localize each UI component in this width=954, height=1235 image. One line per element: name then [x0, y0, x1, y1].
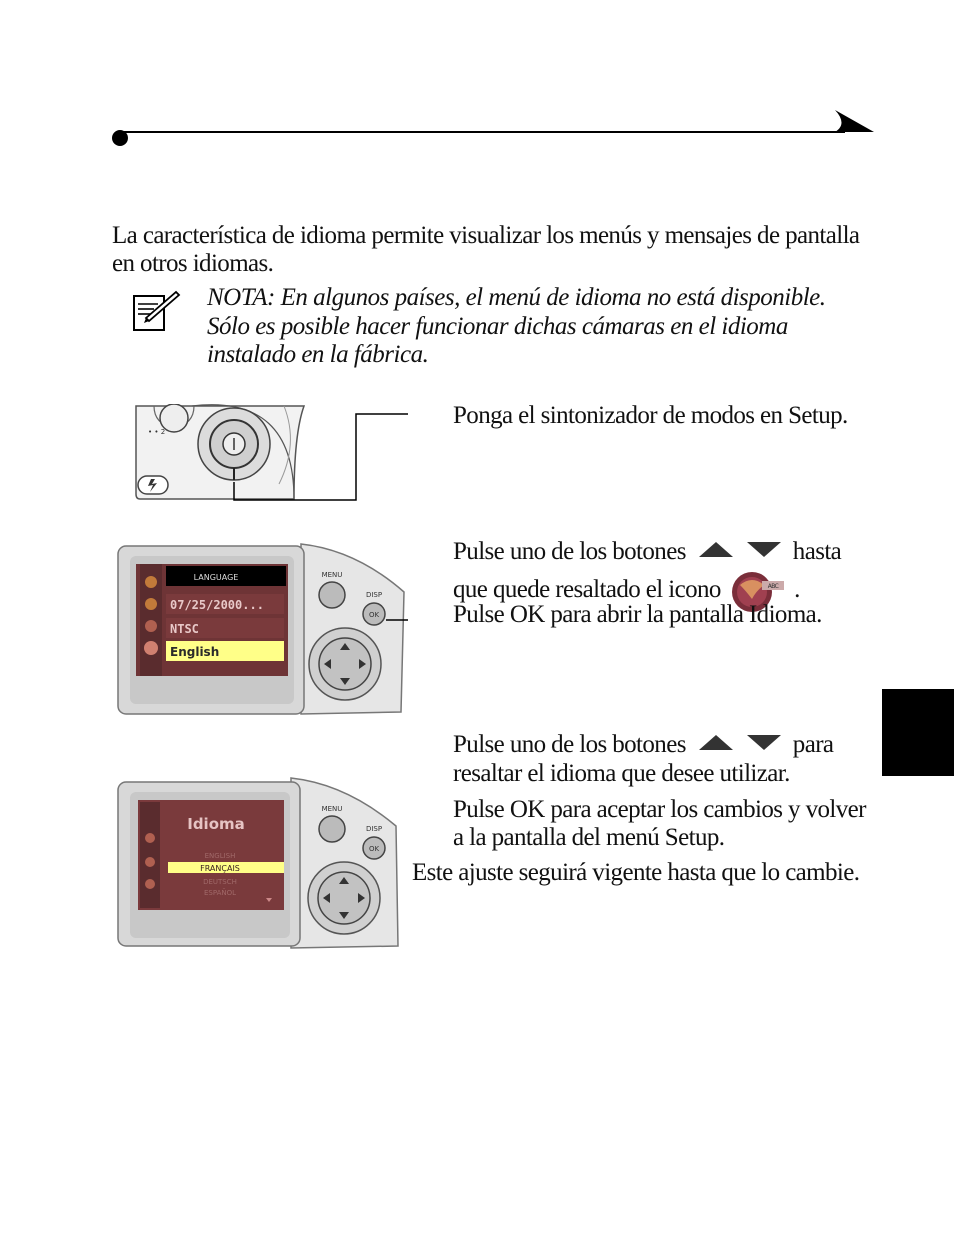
svg-text:NTSC: NTSC — [170, 622, 199, 636]
intro-line-1: La característica de idioma permite visualizar los menús y mensajes de pantalla — [112, 222, 860, 249]
step3-line-5: Este ajuste seguirá vigente hasta que lo cambie. — [412, 859, 860, 886]
step2-line-2: que quede resaltado el icono ABC . — [453, 569, 841, 601]
svg-text:DEUTSCH: DEUTSCH — [203, 878, 237, 886]
header-rule — [110, 108, 876, 152]
svg-text:OK: OK — [368, 845, 380, 853]
camera-language-menu-illustration — [116, 776, 406, 952]
intro-line-2: en otros idiomas. — [112, 250, 274, 277]
note-line-3: instalado en la fábrica. — [207, 341, 429, 368]
chapter-tab — [882, 689, 954, 776]
svg-text:OK: OK — [368, 611, 380, 619]
step2-text — [453, 538, 841, 629]
step2-line-1: Pulse uno de los botones hasta — [453, 538, 842, 565]
step3-line-1: Pulse uno de los botones para — [453, 731, 834, 758]
step1-text: Ponga el sintonizador de modos en Setup. — [453, 402, 848, 429]
step2-line-3: Pulse OK para abrir la pantalla Idioma. — [453, 601, 822, 628]
step3-line-2: resaltar el idioma que desee utilizar. — [453, 760, 790, 787]
svg-text:FRANÇAIS: FRANÇAIS — [200, 864, 240, 873]
down-arrow-button-icon — [747, 542, 781, 557]
svg-text:ENGLISH: ENGLISH — [204, 852, 236, 860]
svg-text:DISP: DISP — [365, 825, 383, 833]
svg-text:07/25/2000...: 07/25/2000... — [170, 598, 264, 612]
step3-line-3: Pulse OK para aceptar los cambios y volver — [453, 796, 866, 823]
note-text — [207, 284, 826, 370]
step3-line-4: a la pantalla del menú Setup. — [453, 824, 725, 851]
svg-text:MENU: MENU — [321, 571, 343, 579]
note-line-2: Sólo es posible hacer funcionar dichas cámaras en el idioma — [207, 312, 788, 340]
svg-text:ESPAÑOL: ESPAÑOL — [203, 889, 237, 897]
camera-setup-menu-illustration — [116, 542, 416, 718]
down-arrow-button-icon — [747, 735, 781, 750]
note-line-1: NOTA: En algunos países, el menú de idioma no está disponible. — [207, 284, 826, 311]
svg-text:• • 2: • • 2 — [148, 428, 166, 436]
intro-paragraph — [112, 222, 859, 278]
lcd-title: LANGUAGE — [193, 573, 239, 582]
svg-text:Idioma: Idioma — [187, 815, 245, 833]
header-arrow — [835, 110, 874, 132]
svg-text:DISP: DISP — [365, 591, 383, 599]
mode-dial-illustration — [134, 404, 414, 504]
up-arrow-button-icon — [699, 542, 733, 557]
svg-text:MENU: MENU — [321, 805, 343, 813]
step3-text — [453, 731, 866, 852]
note-pencil-icon — [132, 290, 182, 332]
svg-text:English: English — [170, 645, 220, 659]
up-arrow-button-icon — [699, 735, 733, 750]
svg-text:ABC: ABC — [768, 583, 779, 590]
